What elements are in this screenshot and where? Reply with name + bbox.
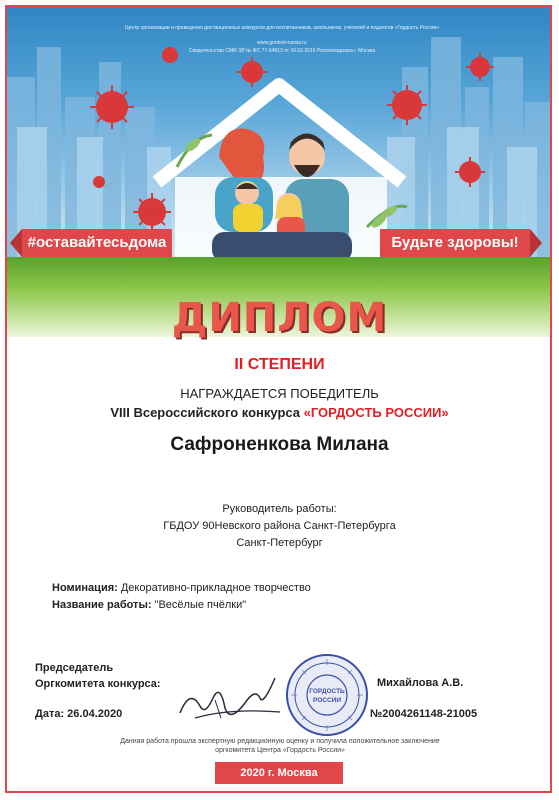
signature-image bbox=[175, 668, 285, 728]
diploma-degree: II СТЕПЕНИ bbox=[234, 356, 325, 373]
contest-line bbox=[0, 405, 559, 420]
official-seal bbox=[284, 652, 370, 738]
issue-date: Дата: 26.04.2020 bbox=[35, 708, 123, 720]
chair-label bbox=[35, 660, 161, 692]
nomination-line bbox=[52, 580, 311, 597]
supervisor-block bbox=[0, 501, 559, 552]
expert-note-line-1: Данная работа прошла экспертную редакционную оценку и получила положительное заключение bbox=[120, 738, 440, 745]
chair-line-1: Председатель bbox=[35, 662, 114, 674]
hashtag-ribbon: #оставайтесьдома bbox=[22, 229, 172, 257]
signer-name: Михайлова А.В. bbox=[377, 677, 464, 689]
work-title-value: "Весёлые пчёлки" bbox=[151, 599, 247, 611]
supervisor-city: Санкт-Петербург bbox=[236, 537, 323, 549]
supervisor-org: ГБДОУ 90Невского района Санкт-Петербурга bbox=[163, 520, 396, 532]
expert-note bbox=[60, 737, 500, 755]
contest-name: «ГОРДОСТЬ РОССИИ» bbox=[303, 405, 449, 420]
diploma-title: ДИПЛОМ bbox=[171, 295, 388, 341]
nomination-value: Декоративно-прикладное творчество bbox=[117, 582, 311, 594]
chair-line-2: Оргкомитета конкурса: bbox=[35, 678, 161, 690]
winner-name: Сафроненкова Милана bbox=[170, 434, 389, 455]
expert-note-line-2: оргкомитета Центра «Гордость России» bbox=[215, 747, 345, 754]
seal-center-line-2: РОССИИ bbox=[312, 697, 342, 704]
place-ribbon: 2020 г. Москва bbox=[215, 762, 343, 784]
header-registration: Свидетельство СМИ ЭЛ № ФС 77-64913 от 16.02.2016 Роскомнадзора г. Москва bbox=[188, 48, 376, 54]
seal-center-line-1: ГОРДОСТЬ bbox=[309, 688, 345, 695]
work-title-line bbox=[52, 597, 311, 614]
work-title-label: Название работы: bbox=[52, 599, 152, 611]
supervisor-label: Руководитель работы: bbox=[222, 503, 337, 515]
diploma-number: №2004261148-21005 bbox=[370, 708, 478, 720]
wish-ribbon: Будьте здоровы! bbox=[380, 229, 530, 257]
header-line-1: Центр организации и проведения дистанционных конкурсов для воспитанников, школьников, учителей и педагогов «Гордость России» bbox=[124, 25, 440, 31]
header-website: www.gordost-russia.ru bbox=[257, 40, 307, 46]
contest-prefix: VIII Всероссийского конкурса bbox=[110, 405, 304, 420]
nomination-block bbox=[52, 580, 311, 614]
nomination-label: Номинация: bbox=[52, 582, 118, 594]
awarded-text: НАГРАЖДАЕТСЯ ПОБЕДИТЕЛЬ bbox=[180, 386, 379, 401]
